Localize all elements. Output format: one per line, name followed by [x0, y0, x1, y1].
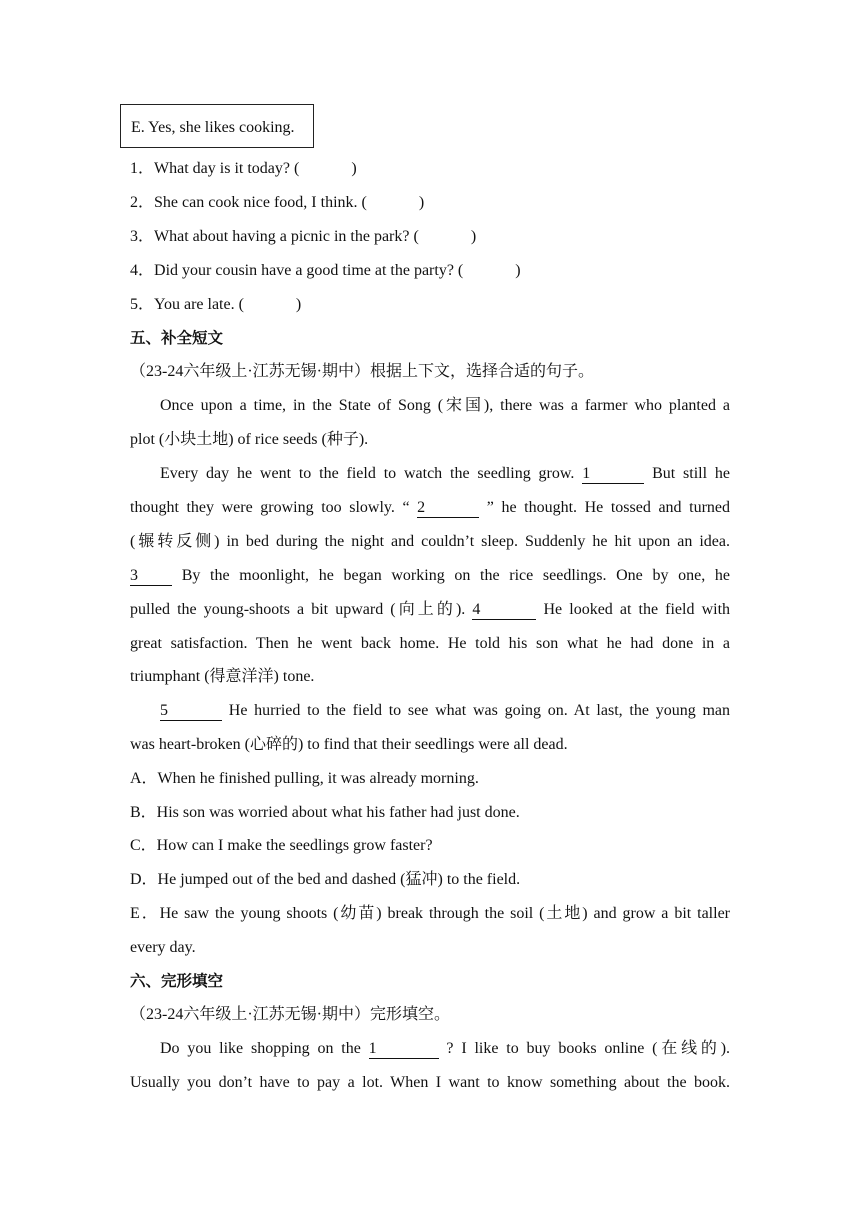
passage-line: [130, 497, 730, 519]
question-number: 5．: [130, 296, 155, 313]
passage-text: Every day he went to the field to watch the seedling grow.: [160, 465, 575, 482]
question-5: [130, 294, 730, 316]
passage-text: pulled the young-shoots a bit upward (向上的).: [130, 601, 466, 618]
question-close-paren: ): [470, 228, 477, 245]
question-close-paren: ): [418, 194, 425, 211]
option-e-continued: every day.: [130, 939, 196, 956]
blank-2[interactable]: 2: [417, 499, 479, 518]
question-close-paren: ): [295, 296, 302, 313]
question-4: [130, 260, 730, 282]
section-5-source: （23-24六年级上·江苏无锡·期中）根据上下文，选择合适的句子。: [130, 363, 594, 380]
box-option-text: E. Yes, she likes cooking.: [131, 119, 295, 136]
question-number: 3．: [130, 228, 155, 245]
passage-line: [130, 565, 730, 587]
question-1: [130, 158, 730, 180]
question-text: What day is it today? (: [154, 160, 300, 177]
question-close-paren: ): [515, 262, 521, 279]
question-close-paren: ): [351, 160, 357, 177]
blank-4[interactable]: 4: [472, 601, 536, 620]
passage-line: Once upon a time, in the State of Song (宋国), there was a farmer who planted a: [160, 397, 730, 414]
passage-line: plot (小块土地) of rice seeds (种子).: [130, 431, 369, 448]
option-e: E．He saw the young shoots (幼苗) break through the soil (土地) and grow a bit taller: [130, 905, 730, 922]
option-b: B．His son was worried about what his father had just done.: [130, 804, 520, 821]
section-6-source: （23-24六年级上·江苏无锡·期中）完形填空。: [130, 1006, 450, 1023]
passage-line: (辗转反侧) in bed during the night and couldn’t sleep. Suddenly he hit upon an idea.: [130, 533, 730, 550]
question-number: 4．: [130, 262, 155, 279]
blank-1[interactable]: 1: [582, 465, 644, 484]
option-a: A．When he finished pulling, it was already morning.: [130, 770, 479, 787]
passage-text: He looked at the field with: [543, 601, 731, 618]
option-d: D．He jumped out of the bed and dashed (猛冲) to the field.: [130, 871, 521, 888]
blank-3[interactable]: 3: [130, 567, 172, 586]
passage-line: [160, 700, 730, 722]
cloze-blank-1[interactable]: 1: [369, 1040, 439, 1059]
passage-text: By the moonlight, he began working on the rice seedlings. One by one, he: [181, 567, 731, 584]
question-3: [130, 226, 730, 248]
passage-text: ” he thought. He tossed and turned: [486, 499, 731, 516]
passage-line: [160, 1038, 730, 1060]
passage-line: triumphant (得意洋洋) tone.: [130, 668, 315, 685]
passage-line: [130, 599, 730, 621]
question-text: She can cook nice food, I think. (: [154, 194, 367, 211]
question-number: 2．: [130, 194, 155, 211]
question-text: Did your cousin have a good time at the party? (: [154, 262, 464, 279]
section-6-heading: 六、完形填空: [130, 972, 224, 990]
passage-line: was heart-broken (心碎的) to find that their seedlings were all dead.: [130, 736, 568, 753]
passage-text: ? I like to buy books online (在线的).: [446, 1040, 731, 1057]
question-text: What about having a picnic in the park? (: [154, 228, 419, 245]
passage-text: He hurried to the field to see what was going on. At last, the young man: [228, 702, 731, 719]
passage-text: thought they were growing too slowly. “: [130, 499, 410, 516]
passage-line: Usually you don’t have to pay a lot. When I want to know something about the book.: [130, 1074, 730, 1091]
passage-text: Do you like shopping on the: [160, 1040, 361, 1057]
option-box: [120, 104, 314, 148]
question-number: 1．: [130, 160, 155, 177]
passage-line: great satisfaction. Then he went back home. He told his son what he had done in a: [130, 635, 730, 652]
section-5-heading: 五、补全短文: [130, 329, 224, 347]
question-text: You are late. (: [154, 296, 244, 313]
passage-line: [160, 463, 730, 485]
blank-5[interactable]: 5: [160, 702, 222, 721]
option-c: C．How can I make the seedlings grow faster?: [130, 837, 433, 854]
passage-text: But still he: [652, 465, 730, 482]
question-2: [130, 192, 730, 214]
